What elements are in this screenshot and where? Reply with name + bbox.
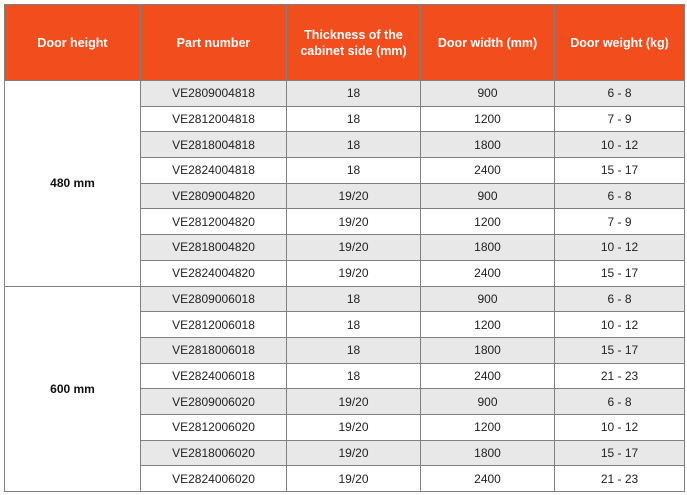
thickness-cell: 18 <box>287 286 421 312</box>
door-width-cell: 900 <box>421 389 555 415</box>
part-number-cell: VE2812004818 <box>141 106 287 132</box>
header-part-number: Part number <box>141 5 287 81</box>
door-width-cell: 900 <box>421 183 555 209</box>
part-number-cell: VE2809006018 <box>141 286 287 312</box>
part-number-cell: VE2812006018 <box>141 312 287 338</box>
part-number-cell: VE2809004820 <box>141 183 287 209</box>
door-weight-cell: 6 - 8 <box>555 286 685 312</box>
thickness-cell: 18 <box>287 132 421 158</box>
part-number-cell: VE2824004818 <box>141 158 287 184</box>
door-weight-cell: 7 - 9 <box>555 209 685 235</box>
part-number-cell: VE2818004820 <box>141 235 287 261</box>
door-width-cell: 2400 <box>421 363 555 389</box>
thickness-cell: 18 <box>287 81 421 107</box>
thickness-cell: 18 <box>287 158 421 184</box>
door-width-cell: 1800 <box>421 132 555 158</box>
part-number-cell: VE2809004818 <box>141 81 287 107</box>
thickness-cell: 19/20 <box>287 414 421 440</box>
thickness-cell: 18 <box>287 312 421 338</box>
door-width-cell: 2400 <box>421 260 555 286</box>
header-door-width: Door width (mm) <box>421 5 555 81</box>
part-number-cell: VE2818006020 <box>141 440 287 466</box>
door-weight-cell: 7 - 9 <box>555 106 685 132</box>
door-width-cell: 1200 <box>421 414 555 440</box>
door-width-cell: 1800 <box>421 337 555 363</box>
door-weight-cell: 15 - 17 <box>555 260 685 286</box>
table-row <box>5 286 685 312</box>
thickness-cell: 19/20 <box>287 183 421 209</box>
door-width-cell: 1800 <box>421 440 555 466</box>
door-spec-table <box>4 4 685 492</box>
door-weight-cell: 6 - 8 <box>555 389 685 415</box>
door-height-group-cell: 480 mm <box>5 81 141 287</box>
part-number-cell: VE2809006020 <box>141 389 287 415</box>
door-height-group-cell: 600 mm <box>5 286 141 492</box>
part-number-cell: VE2812006020 <box>141 414 287 440</box>
header-door-weight: Door weight (kg) <box>555 5 685 81</box>
door-weight-cell: 21 - 23 <box>555 466 685 492</box>
door-weight-cell: 15 - 17 <box>555 440 685 466</box>
door-width-cell: 1200 <box>421 209 555 235</box>
thickness-cell: 19/20 <box>287 389 421 415</box>
part-number-cell: VE2812004820 <box>141 209 287 235</box>
part-number-cell: VE2818006018 <box>141 337 287 363</box>
header-door-height: Door height <box>5 5 141 81</box>
door-width-cell: 1800 <box>421 235 555 261</box>
door-width-cell: 1200 <box>421 312 555 338</box>
table-body <box>5 81 685 492</box>
door-width-cell: 1200 <box>421 106 555 132</box>
header-thickness: Thickness of the cabinet side (mm) <box>287 5 421 81</box>
door-weight-cell: 6 - 8 <box>555 81 685 107</box>
door-width-cell: 900 <box>421 286 555 312</box>
part-number-cell: VE2824006020 <box>141 466 287 492</box>
thickness-cell: 18 <box>287 337 421 363</box>
door-weight-cell: 10 - 12 <box>555 312 685 338</box>
header-row <box>5 5 685 81</box>
thickness-cell: 19/20 <box>287 440 421 466</box>
door-weight-cell: 10 - 12 <box>555 414 685 440</box>
thickness-cell: 19/20 <box>287 235 421 261</box>
door-weight-cell: 6 - 8 <box>555 183 685 209</box>
door-width-cell: 2400 <box>421 466 555 492</box>
door-weight-cell: 10 - 12 <box>555 235 685 261</box>
thickness-cell: 19/20 <box>287 209 421 235</box>
table-row <box>5 81 685 107</box>
part-number-cell: VE2818004818 <box>141 132 287 158</box>
part-number-cell: VE2824004820 <box>141 260 287 286</box>
door-weight-cell: 21 - 23 <box>555 363 685 389</box>
part-number-cell: VE2824006018 <box>141 363 287 389</box>
door-width-cell: 900 <box>421 81 555 107</box>
thickness-cell: 18 <box>287 106 421 132</box>
thickness-cell: 19/20 <box>287 466 421 492</box>
thickness-cell: 18 <box>287 363 421 389</box>
door-width-cell: 2400 <box>421 158 555 184</box>
door-weight-cell: 15 - 17 <box>555 158 685 184</box>
thickness-cell: 19/20 <box>287 260 421 286</box>
door-weight-cell: 10 - 12 <box>555 132 685 158</box>
door-weight-cell: 15 - 17 <box>555 337 685 363</box>
